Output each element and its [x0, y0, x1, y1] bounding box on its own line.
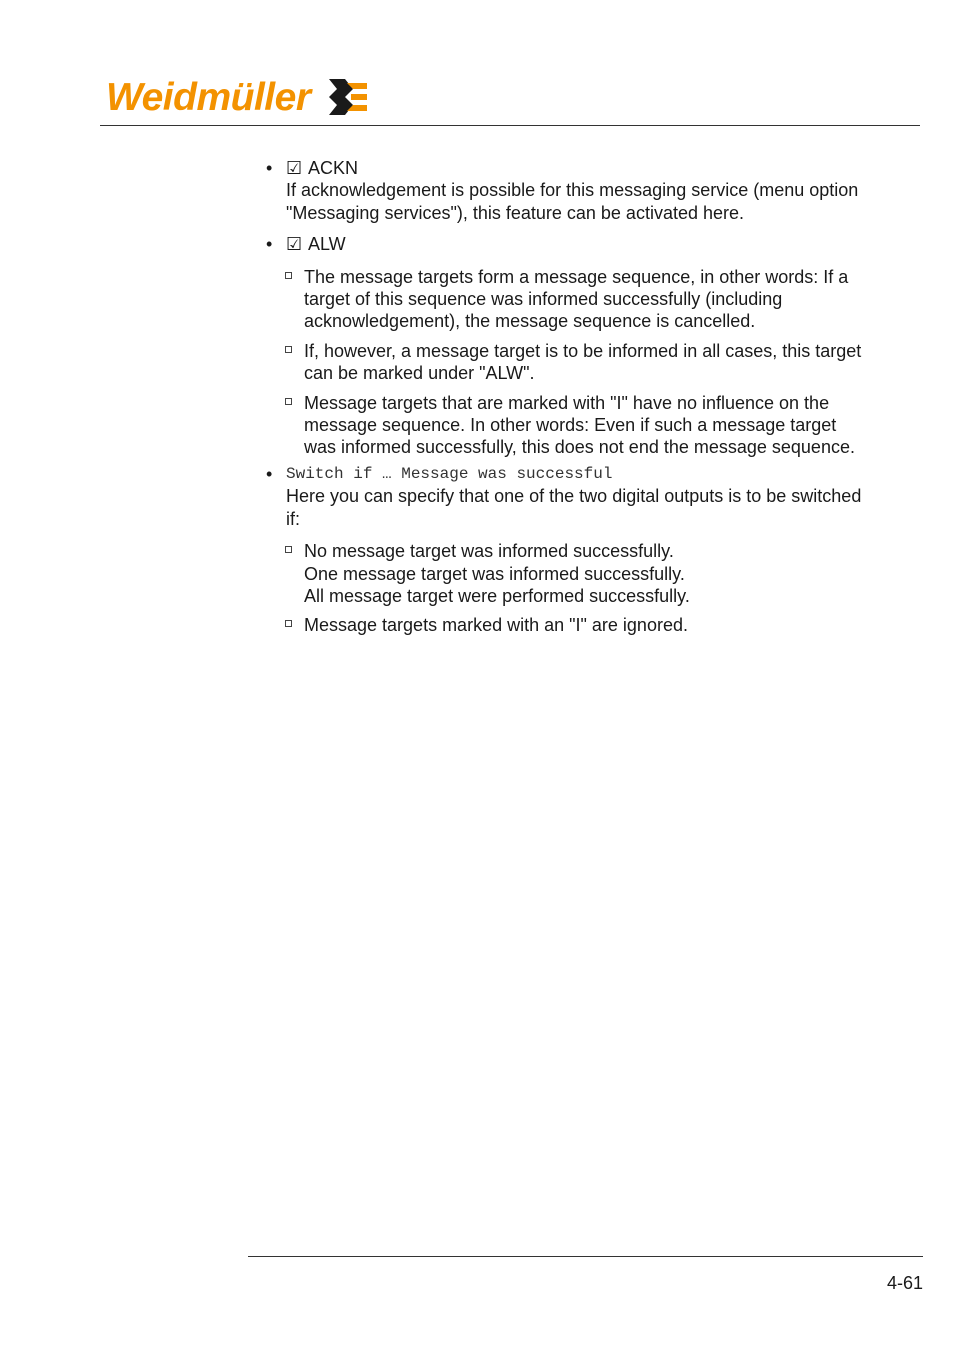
sub-list-item [266, 266, 866, 333]
bullet: • [266, 234, 273, 255]
brand-logo [106, 72, 371, 122]
bullet: • [266, 463, 273, 484]
header-divider [100, 125, 920, 126]
sub-list-item [266, 340, 866, 385]
item-label: Switch if … Message was successful [286, 464, 613, 483]
sub-item-line: One message target was informed successfully. [304, 563, 685, 584]
main-content [266, 157, 866, 637]
brand-name: Weidmüller [106, 75, 311, 119]
item-label: ACKN [308, 158, 359, 178]
sub-item-text: Message targets marked with an "I" are ignored. [304, 615, 688, 636]
square-bullet-icon [285, 398, 292, 405]
square-bullet-icon [285, 272, 292, 279]
sub-list-item [266, 614, 866, 636]
list-item-alw [266, 233, 866, 255]
item-description: If acknowledgement is possible for this messaging service (menu option "Messaging services"), this feature can be activated here. [286, 180, 859, 223]
sub-item-text: Message targets that are marked with "I" have no influence on the message sequence. In other words: Even if such a message target was informed successfully, this does not end the message sequence. [304, 392, 855, 458]
item-label: ALW [308, 234, 346, 255]
square-bullet-icon [285, 346, 292, 353]
weidmuller-cross-mark-icon [325, 75, 371, 119]
square-bullet-icon [285, 546, 292, 553]
checkbox-icon: ☑ [286, 158, 303, 178]
sub-list-item [266, 392, 866, 459]
square-bullet-icon [285, 620, 292, 627]
list-item-ackn [266, 157, 866, 224]
checkbox-icon: ☑ [286, 234, 303, 255]
bullet: • [266, 158, 273, 178]
list-item-switch-if [266, 463, 866, 530]
sub-item-text: If, however, a message target is to be informed in all cases, this target can be marked under "ALW". [304, 340, 862, 384]
page-number: 4-61 [886, 1273, 923, 1293]
sub-item-line: No message target was informed successfully. [304, 541, 674, 562]
sub-item-line: All message target were performed successfully. [304, 585, 690, 606]
sub-list-item [266, 540, 866, 607]
item-description: Here you can specify that one of the two digital outputs is to be switched if: [286, 486, 862, 529]
footer-divider [248, 1256, 923, 1257]
sub-item-text: The message targets form a message sequence, in other words: If a target of this sequence was informed successfully (including acknowledgement), the message sequence is cancelled. [304, 266, 849, 332]
